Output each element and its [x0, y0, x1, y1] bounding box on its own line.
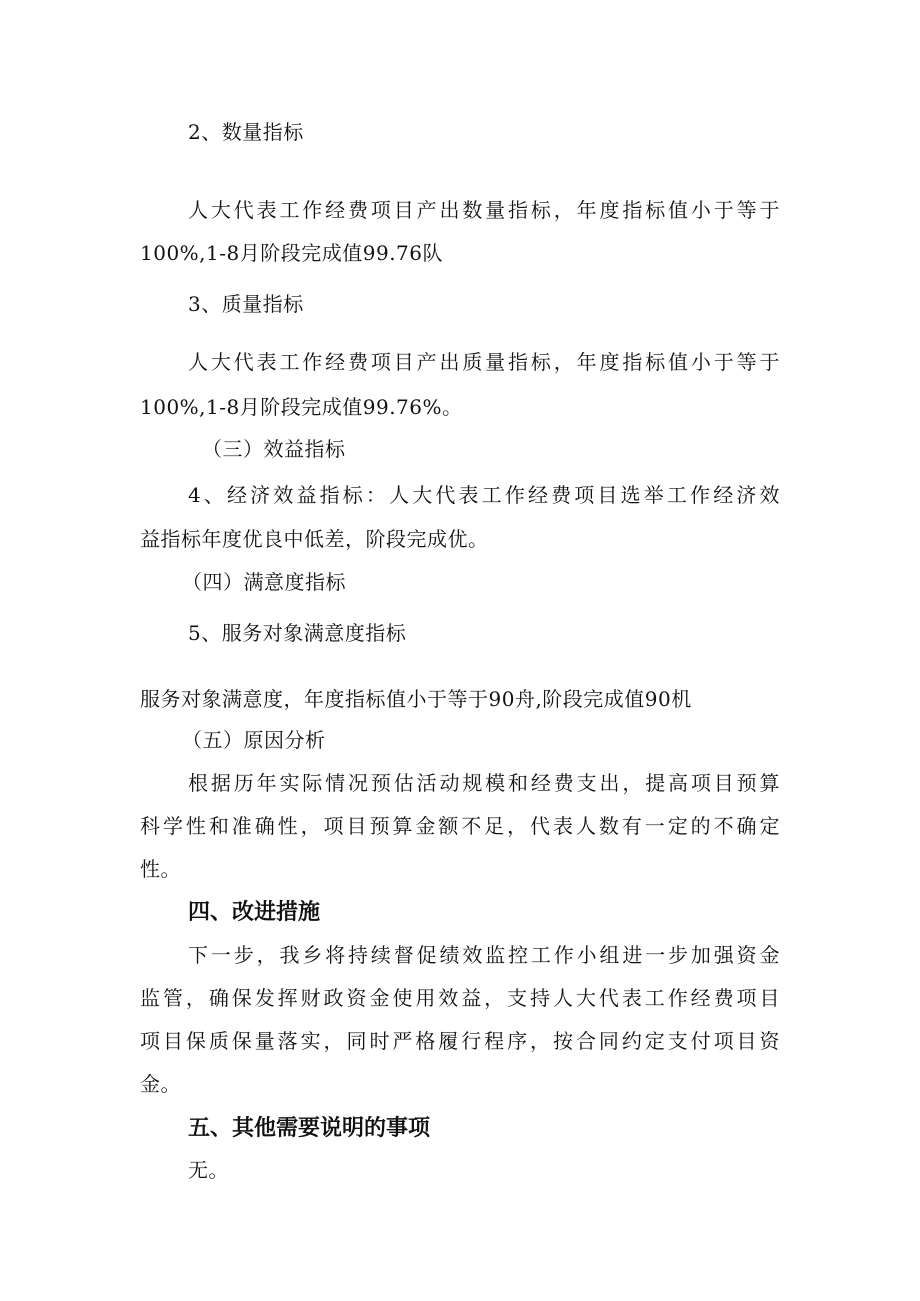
paragraph-quality-line1: 人大代表工作经费项目产出质量指标，年度指标值小于等于 [188, 350, 780, 374]
paragraph-quality-line2: 100%,1-8月阶段完成值99.76%。 [140, 395, 463, 419]
paragraph-quantity-line2: 100%,1-8月阶段完成值99.76队 [140, 241, 443, 265]
paragraph-improvement-line3: 项目保质保量落实，同时严格履行程序，按合同约定支付项目资 [140, 1029, 780, 1053]
paragraph-satisfaction: 服务对象满意度，年度指标值小于等于90舟,阶段完成值90机 [140, 687, 692, 711]
paragraph-cause-line2: 科学性和准确性，项目预算金额不足，代表人数有一定的不确定 [140, 814, 780, 838]
heading-improvement-measures: 四、改进措施 [188, 900, 321, 925]
paragraph-quantity-line1: 人大代表工作经费项目产出数量指标，年度指标值小于等于 [188, 198, 780, 222]
section-cause-analysis: （五）原因分析 [182, 728, 326, 752]
paragraph-none: 无。 [188, 1158, 229, 1182]
paragraph-improvement-line2: 监管，确保发挥财政资金使用效益，支持人大代表工作经费项目 [140, 986, 780, 1010]
heading-other-matters: 五、其他需要说明的事项 [188, 1116, 431, 1141]
section-benefit-indicators: （三）效益指标 [202, 437, 346, 461]
subheading-quantity-indicator: 2、数量指标 [188, 120, 304, 144]
paragraph-cause-line1: 根据历年实际情况预估活动规模和经费支出，提高项目预算 [188, 771, 780, 795]
paragraph-economic-line1: 4、经济效益指标：人大代表工作经费项目选举工作经济效 [188, 483, 780, 507]
paragraph-economic-line2: 益指标年度优良中低差，阶段完成优。 [140, 527, 489, 551]
paragraph-improvement-line4: 金。 [140, 1072, 181, 1096]
paragraph-improvement-line1: 下一步，我乡将持续督促绩效监控工作小组进一步加强资金 [188, 943, 780, 967]
paragraph-cause-line3: 性。 [140, 857, 181, 881]
section-satisfaction-indicators: （四）满意度指标 [182, 570, 346, 594]
subheading-service-satisfaction: 5、服务对象满意度指标 [188, 621, 407, 645]
subheading-quality-indicator: 3、质量指标 [188, 292, 304, 316]
